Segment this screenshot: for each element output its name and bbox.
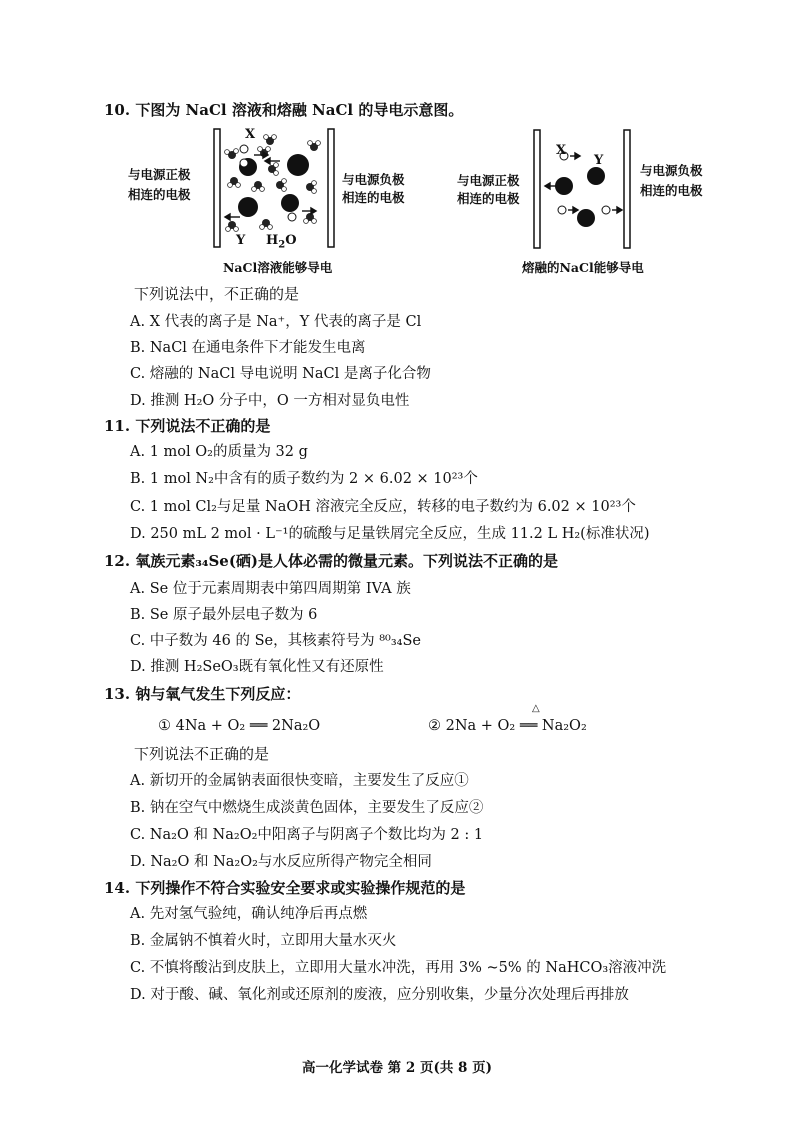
q12-option-b: B. Se 原子最外层电子数为 6 bbox=[130, 607, 318, 623]
q12-option-d: D. 推测 H₂SeO₃既有氧化性又有还原性 bbox=[130, 659, 384, 675]
q10-option-d: D. 推测 H₂O 分子中，O 一方相对显负电性 bbox=[130, 393, 410, 409]
fig2-left-label-1: 与电源正极 bbox=[457, 173, 520, 188]
q14-option-a: A. 先对氢气验纯，确认纯净后再点燃 bbox=[130, 906, 368, 922]
fig2-right-label-2: 相连的电极 bbox=[640, 183, 703, 198]
fig1-left-label-2: 相连的电极 bbox=[128, 187, 191, 202]
q13-option-a: A. 新切开的金属钠表面很快变暗，主要发生了反应① bbox=[130, 773, 469, 789]
fig2-right-label-1: 与电源负极 bbox=[640, 163, 703, 178]
q12-stem: 12. 氧族元素₃₄Se(硒)是人体必需的微量元素。下列说法不正确的是 bbox=[104, 552, 559, 570]
q13-heat-condition: △ bbox=[532, 703, 540, 714]
q11-option-a: A. 1 mol O₂的质量为 32 g bbox=[130, 444, 308, 460]
q11-stem: 11. 下列说法不正确的是 bbox=[104, 417, 271, 435]
fig1-left-label-1: 与电源正极 bbox=[128, 167, 191, 182]
fig2-cathode bbox=[624, 130, 630, 248]
q12-option-a: A. Se 位于元素周期表中第四周期第 IVA 族 bbox=[130, 581, 411, 597]
q13-option-b: B. 钠在空气中燃烧生成淡黄色固体，主要发生了反应② bbox=[130, 800, 484, 816]
q10-option-b: B. NaCl 在通电条件下才能发生电离 bbox=[130, 340, 366, 356]
q13-option-d: D. Na₂O 和 Na₂O₂与水反应所得产物完全相同 bbox=[130, 854, 432, 870]
fig2-anode bbox=[534, 130, 540, 248]
fig1-x-label: X bbox=[245, 127, 256, 142]
fig1-cathode bbox=[328, 129, 334, 247]
fig2-left-label-2: 相连的电极 bbox=[457, 191, 520, 206]
q13-equation-2: ② 2Na + O₂ ══ Na₂O₂ bbox=[428, 718, 587, 734]
q13-prompt: 下列说法不正确的是 bbox=[134, 745, 270, 763]
fig2-caption: 熔融的NaCl能够导电 bbox=[522, 260, 644, 275]
fig2-molten-nacl-diagram bbox=[530, 126, 636, 254]
q14-option-b: B. 金属钠不慎着火时，立即用大量水灭火 bbox=[130, 933, 397, 949]
q13-option-c: C. Na₂O 和 Na₂O₂中阳离子与阴离子个数比均为 2 : 1 bbox=[130, 827, 484, 843]
q14-option-c: C. 不慎将酸沾到皮肤上，立即用大量水冲洗，再用 3% ~5% 的 NaHCO₃溶液冲洗 bbox=[130, 960, 667, 976]
q11-option-d: D. 250 mL 2 mol · L⁻¹的硫酸与足量铁屑完全反应，生成 11.2 L H₂(标准状况) bbox=[130, 526, 650, 542]
q11-option-b: B. 1 mol N₂中含有的质子数约为 2 × 6.02 × 10²³个 bbox=[130, 471, 478, 487]
fig1-caption: NaCl溶液能够导电 bbox=[223, 260, 333, 275]
fig1-y-label: Y bbox=[236, 233, 246, 248]
q12-option-c: C. 中子数为 46 的 Se，其核素符号为 ⁸⁰₃₄Se bbox=[130, 633, 421, 649]
fig1-water-label: $H_2O$ bbox=[266, 233, 297, 251]
fig1-anode bbox=[214, 129, 220, 247]
q11-option-c: C. 1 mol Cl₂与足量 NaOH 溶液完全反应，转移的电子数约为 6.02 × 10²³个 bbox=[130, 499, 636, 515]
fig2-y-label: Y bbox=[594, 153, 604, 168]
q10-stem: 10. 下图为 NaCl 溶液和熔融 NaCl 的导电示意图。 bbox=[104, 101, 464, 119]
q10-prompt: 下列说法中，不正确的是 bbox=[134, 285, 300, 303]
fig1-right-label-1: 与电源负极 bbox=[342, 172, 405, 187]
q14-option-d: D. 对于酸、碱、氧化剂或还原剂的废液，应分别收集，少量分次处理后再排放 bbox=[130, 987, 629, 1003]
fig1-right-label-2: 相连的电极 bbox=[342, 190, 405, 205]
q14-stem: 14. 下列操作不符合实验安全要求或实验操作规范的是 bbox=[104, 879, 466, 897]
q10-option-c: C. 熔融的 NaCl 导电说明 NaCl 是离子化合物 bbox=[130, 366, 431, 382]
q13-equation-1: ① 4Na + O₂ ══ 2Na₂O bbox=[158, 718, 321, 734]
q10-option-a: A. X 代表的离子是 Na⁺，Y 代表的离子是 Cl bbox=[130, 314, 422, 330]
fig2-x-label: X bbox=[556, 143, 567, 158]
page-footer: 高一化学试卷 第 2 页(共 8 页) bbox=[301, 1060, 493, 1076]
q13-stem: 13. 钠与氧气发生下列反应： bbox=[104, 685, 301, 703]
